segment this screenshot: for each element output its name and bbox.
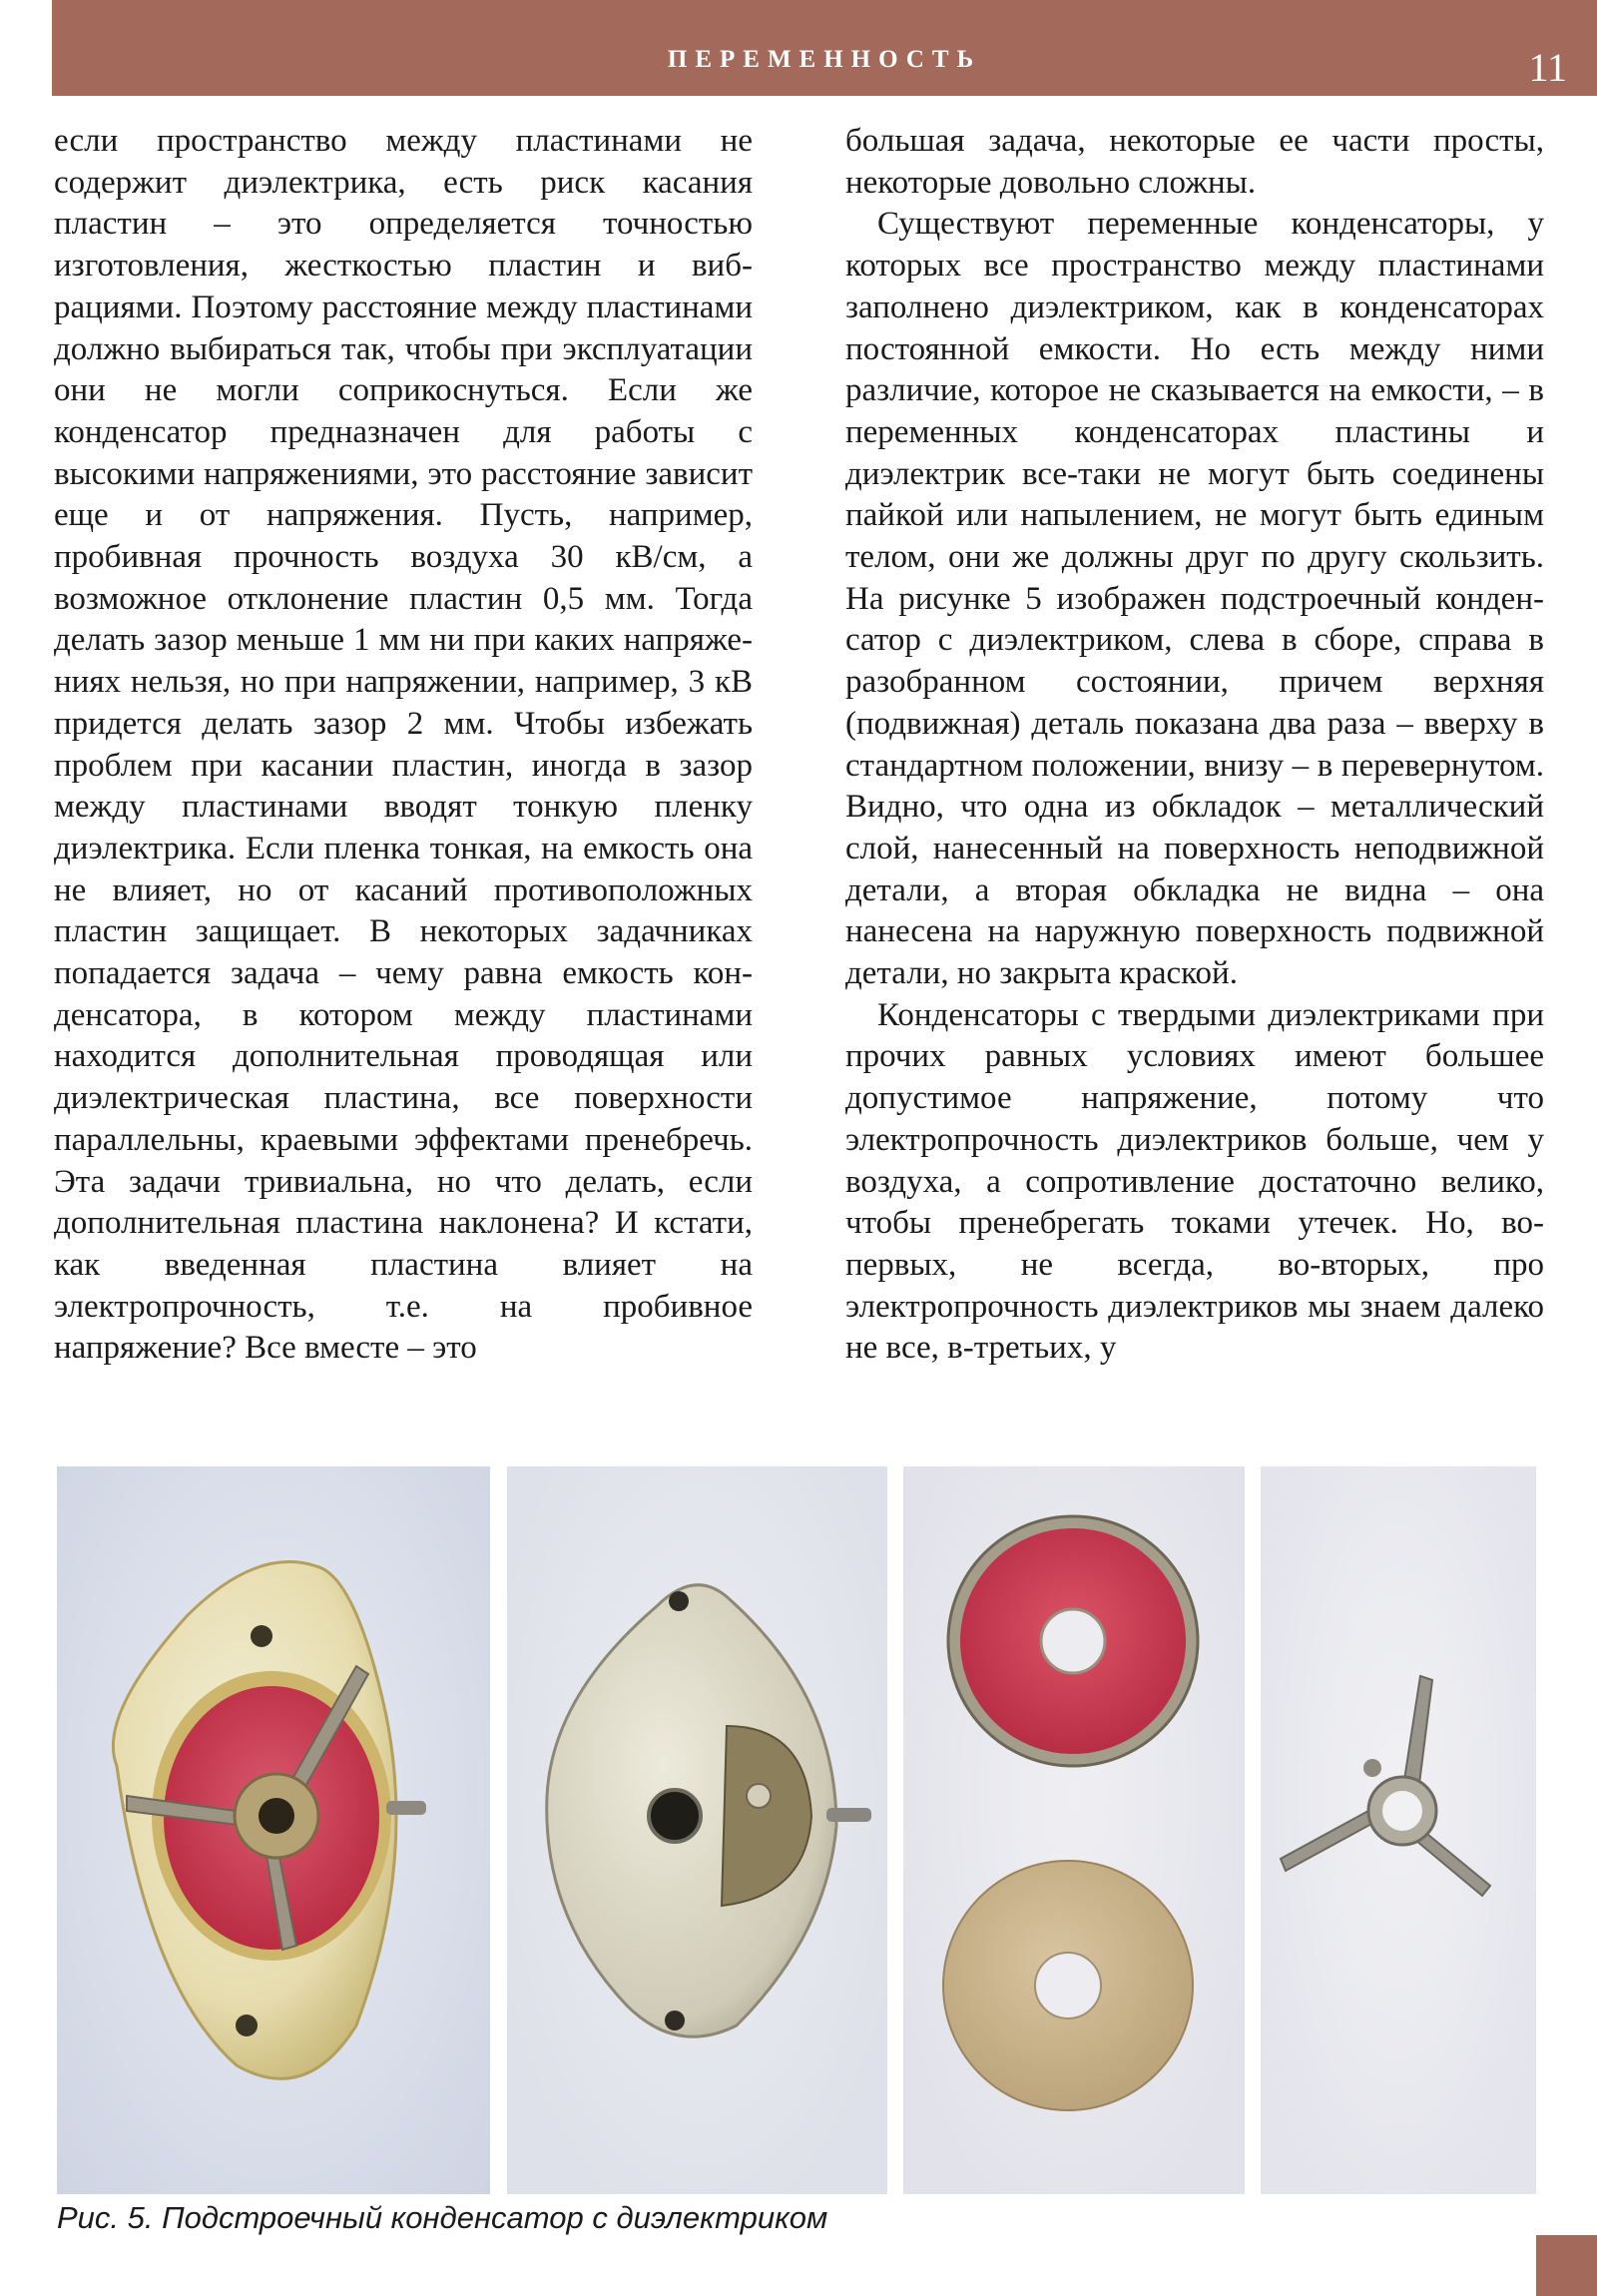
- rotor-spring-illustration: [1261, 1466, 1536, 2194]
- page-corner-block: [1536, 2235, 1597, 2296]
- movable-part-photo: [903, 1466, 1245, 2194]
- assembled-capacitor-illustration: [57, 1466, 490, 2194]
- fixed-base-part-photo: [507, 1466, 887, 2194]
- movable-part-illustration: [903, 1466, 1245, 2194]
- header-bar: [52, 0, 1597, 96]
- right-paragraph-1: большая задача, некоторые ее части просты, некоторые довольно сложны.: [845, 123, 1544, 201]
- right-paragraph-3: Конденсаторы с твердыми диэлектриками при прочих равных условиях имеют большее допустимое напряжение, потому что электропрочность диэлектриков больше, чем у воздуха, а сопротивление достаточно велико, чтобы пренебрегать токами утечек. Но, во-первых, не всегда, во-вторых, про электропрочность диэлектриков мы знаем далеко не все, в-третьих, у: [845, 996, 1544, 1367]
- page-number: 11: [1528, 45, 1567, 90]
- rotor-contact-spring-photo: [1261, 1466, 1536, 2194]
- figure-caption: Рис. 5. Подстроечный конденсатор с диэлектриком: [57, 2200, 828, 2235]
- left-paragraph-1: если пространство между пластинами не содержит диэлектрика, есть риск касания пластин – это определяется точностью изготовления, жесткостью пластин и вибрациями. Поэтому расстояние между пластинами должно выбираться так, чтобы при эксплуатации они не могли соприкоснуться. Если же конденсатор предназначен для работы с высокими напряжениями, это расстояние зависит еще и от напряжения. Пусть, например, пробивная прочность воздуха 30 кВ/см, а возможное отклонение пластин 0,5 мм. Тогда делать зазор меньше 1 мм ни при каких напряжениях нельзя, но при напряжении, например, 3 кВ придется делать зазор 2 мм. Чтобы избежать проблем при касании пластин, иногда в зазор между пластинами вводят тонкую пленку диэлектрика. Если пленка тонкая, на емкость она не влияет, но от касаний противоположных пластин защищает. В некоторых задачниках попадается задача – чему равна емкость конденсатора, в котором между пластинами находится дополнительная проводящая или диэлектрическая пластина, все поверхности параллельны, краевыми эффектами пренебречь. Эта задачи тривиальна, но что делать, если дополнительная пластина наклонена? И кстати, как введенная пластина влияет на электропрочность, т.е. на пробивное напряжение? Все вместе – это: [54, 123, 753, 1367]
- left-column: [54, 121, 753, 1370]
- right-column: [845, 121, 1544, 1370]
- fixed-base-illustration: [507, 1466, 887, 2194]
- right-paragraph-2: Существуют переменные конденсаторы, у которых все пространство между пластинами заполнено диэлектриком, как в конденсаторах постоянной емкости. Но есть между ними различие, которое не сказывается на емкости, – в переменных конденсаторах пластины и диэлектрик все-таки не могут быть соединены пайкой или напылением, не могут быть единым телом, они же должны друг по другу скользить. На рисунке 5 изображен подстроечный конденсатор с диэлектриком, слева в сборе, справа в разобранном состоянии, причем верхняя (подвижная) деталь показана два раза – вверху в стандартном положении, внизу – в перевернутом. Видно, что одна из обкладок – металлический слой, нанесенный на поверхность неподвижной детали, а вторая обкладка не видна – она нанесена на наружную поверхность подвижной детали, но закрыта краской.: [845, 206, 1544, 992]
- section-title: ПЕРЕМЕННОСТЬ: [667, 46, 982, 73]
- assembled-trimmer-capacitor-photo: [57, 1466, 490, 2194]
